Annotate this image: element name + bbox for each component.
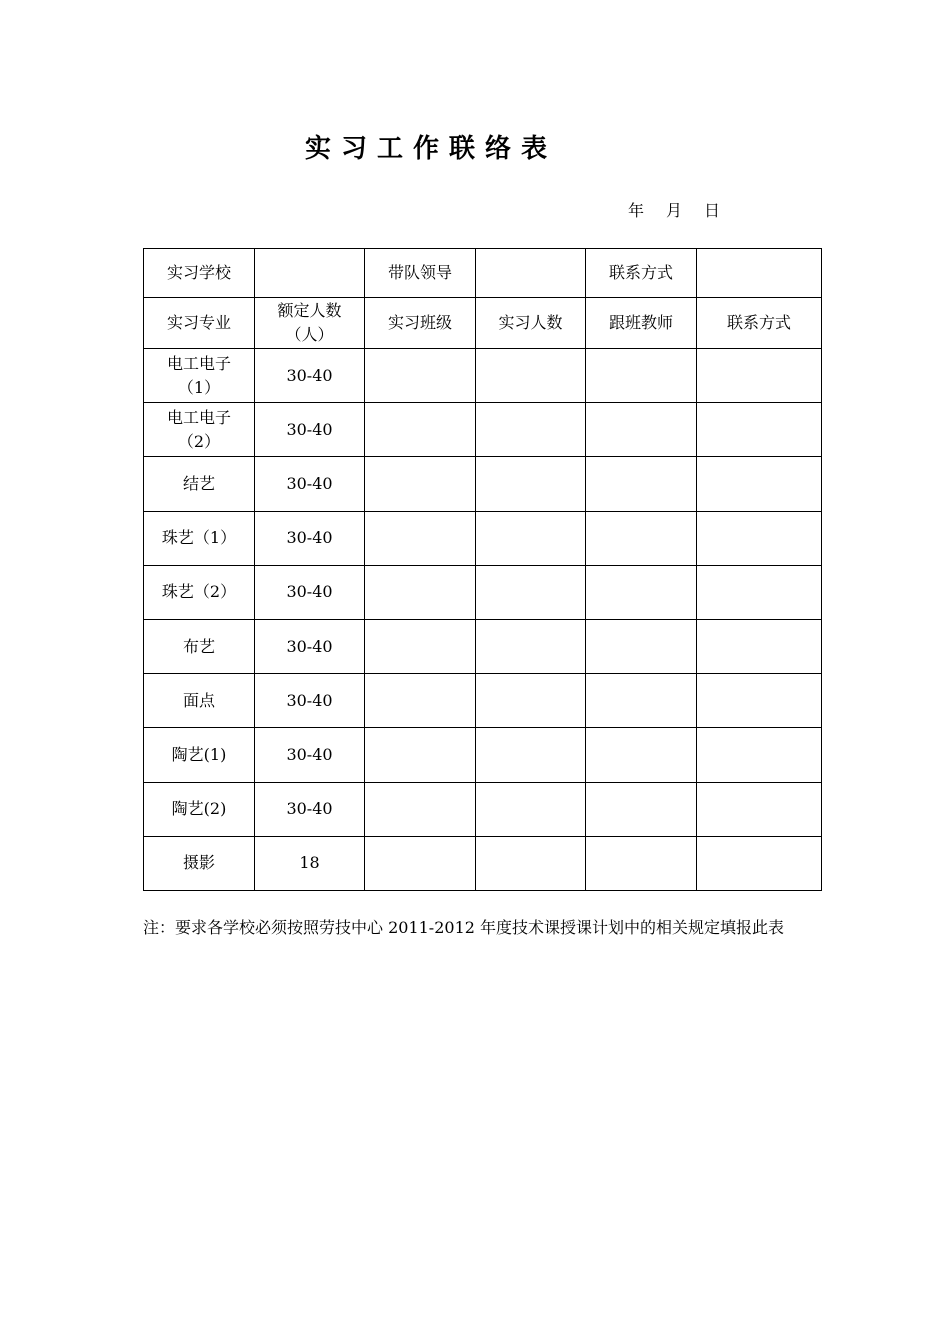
contact-cell[interactable] — [697, 349, 822, 403]
footnote: 注：要求各学校必须按照劳技中心 2011-2012 年度技术课授课计划中的相关规定填报此表 — [143, 918, 785, 937]
column-header-teacher: 跟班教师 — [586, 298, 697, 349]
count-cell[interactable] — [476, 728, 586, 782]
count-cell[interactable] — [476, 565, 586, 619]
table-row — [144, 619, 822, 673]
table-row — [144, 403, 822, 457]
table-row — [144, 565, 822, 619]
table-header-row-2 — [144, 298, 822, 349]
date-year-label: 年 — [628, 201, 645, 220]
major-cell: 珠艺（1） — [144, 511, 255, 565]
teacher-cell[interactable] — [586, 403, 697, 457]
class-cell[interactable] — [365, 619, 476, 673]
table-row — [144, 782, 822, 836]
table-row — [144, 728, 822, 782]
teacher-cell[interactable] — [586, 674, 697, 728]
contact-cell[interactable] — [697, 511, 822, 565]
liaison-table — [143, 248, 822, 891]
teacher-cell[interactable] — [586, 511, 697, 565]
contact-cell[interactable] — [697, 457, 822, 511]
major-cell: 布艺 — [144, 619, 255, 673]
count-cell[interactable] — [476, 674, 586, 728]
contact-cell[interactable] — [697, 565, 822, 619]
teacher-cell[interactable] — [586, 457, 697, 511]
table-row — [144, 457, 822, 511]
quota-cell: 30-40 — [255, 782, 365, 836]
class-cell[interactable] — [365, 511, 476, 565]
class-cell[interactable] — [365, 674, 476, 728]
class-cell[interactable] — [365, 782, 476, 836]
column-header-quota — [255, 298, 365, 349]
quota-cell: 30-40 — [255, 349, 365, 403]
contact-cell[interactable] — [697, 728, 822, 782]
date-day-label: 日 — [704, 201, 721, 220]
date-month-label: 月 — [666, 201, 683, 220]
contact-cell[interactable] — [697, 782, 822, 836]
count-cell[interactable] — [476, 457, 586, 511]
class-cell[interactable] — [365, 403, 476, 457]
contact-cell[interactable] — [697, 403, 822, 457]
major-cell: 结艺 — [144, 457, 255, 511]
column-header-quota-line1: 额定人数 — [277, 301, 342, 320]
table-row — [144, 349, 822, 403]
contact-label: 联系方式 — [586, 249, 697, 298]
count-cell[interactable] — [476, 403, 586, 457]
teacher-cell[interactable] — [586, 728, 697, 782]
major-cell: 面点 — [144, 674, 255, 728]
quota-cell: 30-40 — [255, 674, 365, 728]
table-row — [144, 511, 822, 565]
major-cell: 珠艺（2） — [144, 565, 255, 619]
contact-cell[interactable] — [697, 836, 822, 890]
major-line1: 电工电子 — [166, 353, 231, 373]
major-cell: 摄影 — [144, 836, 255, 890]
teacher-cell[interactable] — [586, 782, 697, 836]
major-cell — [144, 403, 255, 457]
column-header-major: 实习专业 — [144, 298, 255, 349]
table-row — [144, 674, 822, 728]
major-line1: 电工电子 — [166, 407, 231, 427]
quota-cell: 30-40 — [255, 728, 365, 782]
quota-cell: 30-40 — [255, 565, 365, 619]
count-cell[interactable] — [476, 782, 586, 836]
school-value-cell[interactable] — [255, 249, 365, 298]
table-row — [144, 836, 822, 890]
teacher-cell[interactable] — [586, 349, 697, 403]
date-line — [628, 200, 720, 222]
major-line2: （1） — [177, 377, 221, 397]
contact-cell[interactable] — [697, 674, 822, 728]
column-header-class: 实习班级 — [365, 298, 476, 349]
leader-label: 带队领导 — [365, 249, 476, 298]
page-title: 实习工作联络表 — [304, 134, 557, 164]
count-cell[interactable] — [476, 349, 586, 403]
major-line2: （2） — [177, 431, 221, 451]
count-cell[interactable] — [476, 619, 586, 673]
class-cell[interactable] — [365, 349, 476, 403]
column-header-count: 实习人数 — [476, 298, 586, 349]
table-header-row-1 — [144, 249, 822, 298]
class-cell[interactable] — [365, 836, 476, 890]
class-cell[interactable] — [365, 565, 476, 619]
major-cell: 陶艺(1) — [144, 728, 255, 782]
major-cell: 陶艺(2) — [144, 782, 255, 836]
school-label: 实习学校 — [144, 249, 255, 298]
quota-cell: 30-40 — [255, 619, 365, 673]
quota-cell: 30-40 — [255, 457, 365, 511]
quota-cell: 30-40 — [255, 403, 365, 457]
column-header-quota-line2: （人） — [285, 325, 334, 344]
contact-value-cell[interactable] — [697, 249, 822, 298]
teacher-cell[interactable] — [586, 619, 697, 673]
quota-cell: 30-40 — [255, 511, 365, 565]
teacher-cell[interactable] — [586, 836, 697, 890]
teacher-cell[interactable] — [586, 565, 697, 619]
count-cell[interactable] — [476, 836, 586, 890]
class-cell[interactable] — [365, 728, 476, 782]
leader-value-cell[interactable] — [476, 249, 586, 298]
quota-cell: 18 — [255, 836, 365, 890]
contact-cell[interactable] — [697, 619, 822, 673]
column-header-contact: 联系方式 — [697, 298, 822, 349]
class-cell[interactable] — [365, 457, 476, 511]
major-cell — [144, 349, 255, 403]
count-cell[interactable] — [476, 511, 586, 565]
